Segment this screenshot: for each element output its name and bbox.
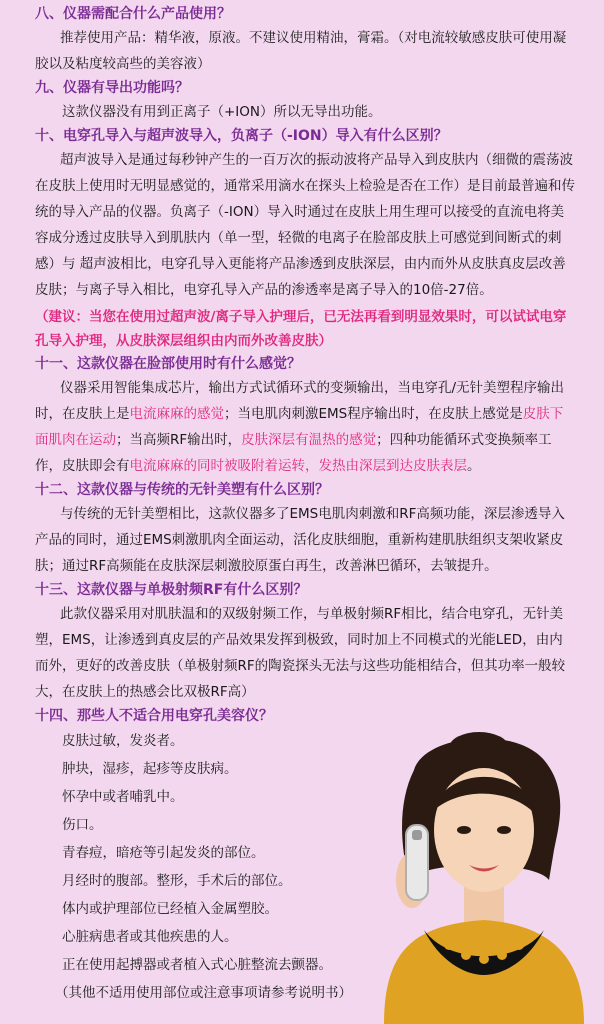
s11-highlight-3: 皮肤深层有温热的感觉 xyxy=(241,432,377,448)
list-item: 体内或护理部位已经植入金属塑胶。 xyxy=(62,901,278,917)
s11-text-3: ；当高频RF输出时， xyxy=(116,432,242,448)
section-8-body: 推荐使用产品：精华液，原液。不建议使用精油，膏霜。（对电流较敏感皮肤可使用凝胶以及粘度较高些的美容液） xyxy=(35,30,567,72)
list-item-note: （其他不适用使用部位或注意事项请参考说明书） xyxy=(55,985,352,1001)
section-11-body xyxy=(0,375,604,479)
s11-highlight-2: 皮肤下面肌肉在运动 xyxy=(35,406,564,448)
section-9-heading: 九、仪器有导出功能吗？ xyxy=(35,80,189,96)
s11-text-2: ；当电肌肉刺激EMS程序输出时，在皮肤上感觉是 xyxy=(224,406,523,422)
section-11-heading: 十一、这款仪器在脸部使用时有什么感觉？ xyxy=(35,356,301,372)
list-item: 青春痘，暗疮等引起发炎的部位。 xyxy=(62,845,265,861)
list-item: 怀孕中或者哺乳中。 xyxy=(62,789,184,805)
section-14-heading: 十四、那些人不适合用电穿孔美容仪？ xyxy=(35,708,273,724)
model-illustration xyxy=(354,730,584,1024)
section-12-body: 与传统的无针美塑相比，这款仪器多了EMS电肌肉刺激和RF高频功能，深层渗透导入产品的同时，通过EMS刺激肌肉全面运动，活化皮肤细胞，重新构建肌肤组织支架收紧皮肤；通过RF高频能在皮肤深层刺激胶原蛋白再生，改善淋巴循环，去皱提升。 xyxy=(35,506,565,574)
section-8-heading: 八、仪器需配合什么产品使用？ xyxy=(35,6,231,22)
list-item: 心脏病患者或其他疾患的人。 xyxy=(62,929,238,945)
section-13-body: 此款仪器采用对肌肤温和的双级射频工作，与单极射频RF相比，结合电穿孔，无针美塑，EMS，让渗透到真皮层的产品效果发挥到极致，同时加上不同模式的光能LED，由内而外，更好的改善皮肤（单极射频RF的陶瓷探头无法与这些功能相结合，但其功率一般较大，在皮肤上的热感会比双极RF高） xyxy=(35,606,566,700)
section-10-note: （建议：当您在使用过超声波/离子导入护理后，已无法再看到明显效果时，可以试试电穿孔导入护理，从皮肤深层组织由内而外改善皮肤） xyxy=(35,309,567,349)
section-10-heading: 十、电穿孔导入与超声波导入，负离子（-ION）导入有什么区别？ xyxy=(35,128,448,144)
section-13-heading: 十三、这款仪器与单极射频RF有什么区别？ xyxy=(35,582,308,598)
list-item: 月经时的腹部。整形，手术后的部位。 xyxy=(62,873,292,889)
s11-text-4: ；四种功能循环式变换频率工作，皮肤即会有 xyxy=(35,432,552,474)
section-12-heading: 十二、这款仪器与传统的无针美塑有什么区别？ xyxy=(35,482,329,498)
list-item: 肿块，湿疹，起疹等皮肤病。 xyxy=(62,761,238,777)
s11-text-5: 。 xyxy=(467,458,481,474)
section-9-body: 这款仪器没有用到正离子（+ION）所以无导出功能。 xyxy=(62,104,382,120)
list-item: 正在使用起搏器或者植入式心脏整流去颤器。 xyxy=(62,957,332,973)
s11-text-1: 仪器采用智能集成芯片，输出方式试循环式的变频输出，当电穿孔/无针美塑程序输出时，在皮肤上是 xyxy=(35,380,565,422)
list-item: 伤口。 xyxy=(62,817,103,833)
s11-highlight-4: 电流麻麻的同时被吸附着运转，发热由深层到达皮肤表层 xyxy=(129,458,467,474)
list-item: 皮肤过敏，发炎者。 xyxy=(62,733,184,749)
section-10-body: 超声波导入是通过每秒钟产生的一百万次的振动波将产品导入到皮肤内（细微的震荡波在皮肤上使用时无明显感觉的，通常采用滴水在探头上检验是否在工作）是目前最普遍和传统的导入产品的仪器。负离子（-ION）导入时通过在皮肤上用生理可以接受的直流电将美容成分透过皮肤导入到肌肤内（单一型，轻微的电离子在脸部皮肤上可感觉到间断式的刺感）与 超声波相比，电穿孔导入更能将产品渗透到皮肤深层，由内而外从皮肤真皮层改善皮肤；与离子导入相比，电穿孔导入产品的渗透率是离子导入的10倍-27倍。 xyxy=(35,152,575,298)
s11-highlight-1: 电流麻麻的感觉 xyxy=(129,406,224,422)
